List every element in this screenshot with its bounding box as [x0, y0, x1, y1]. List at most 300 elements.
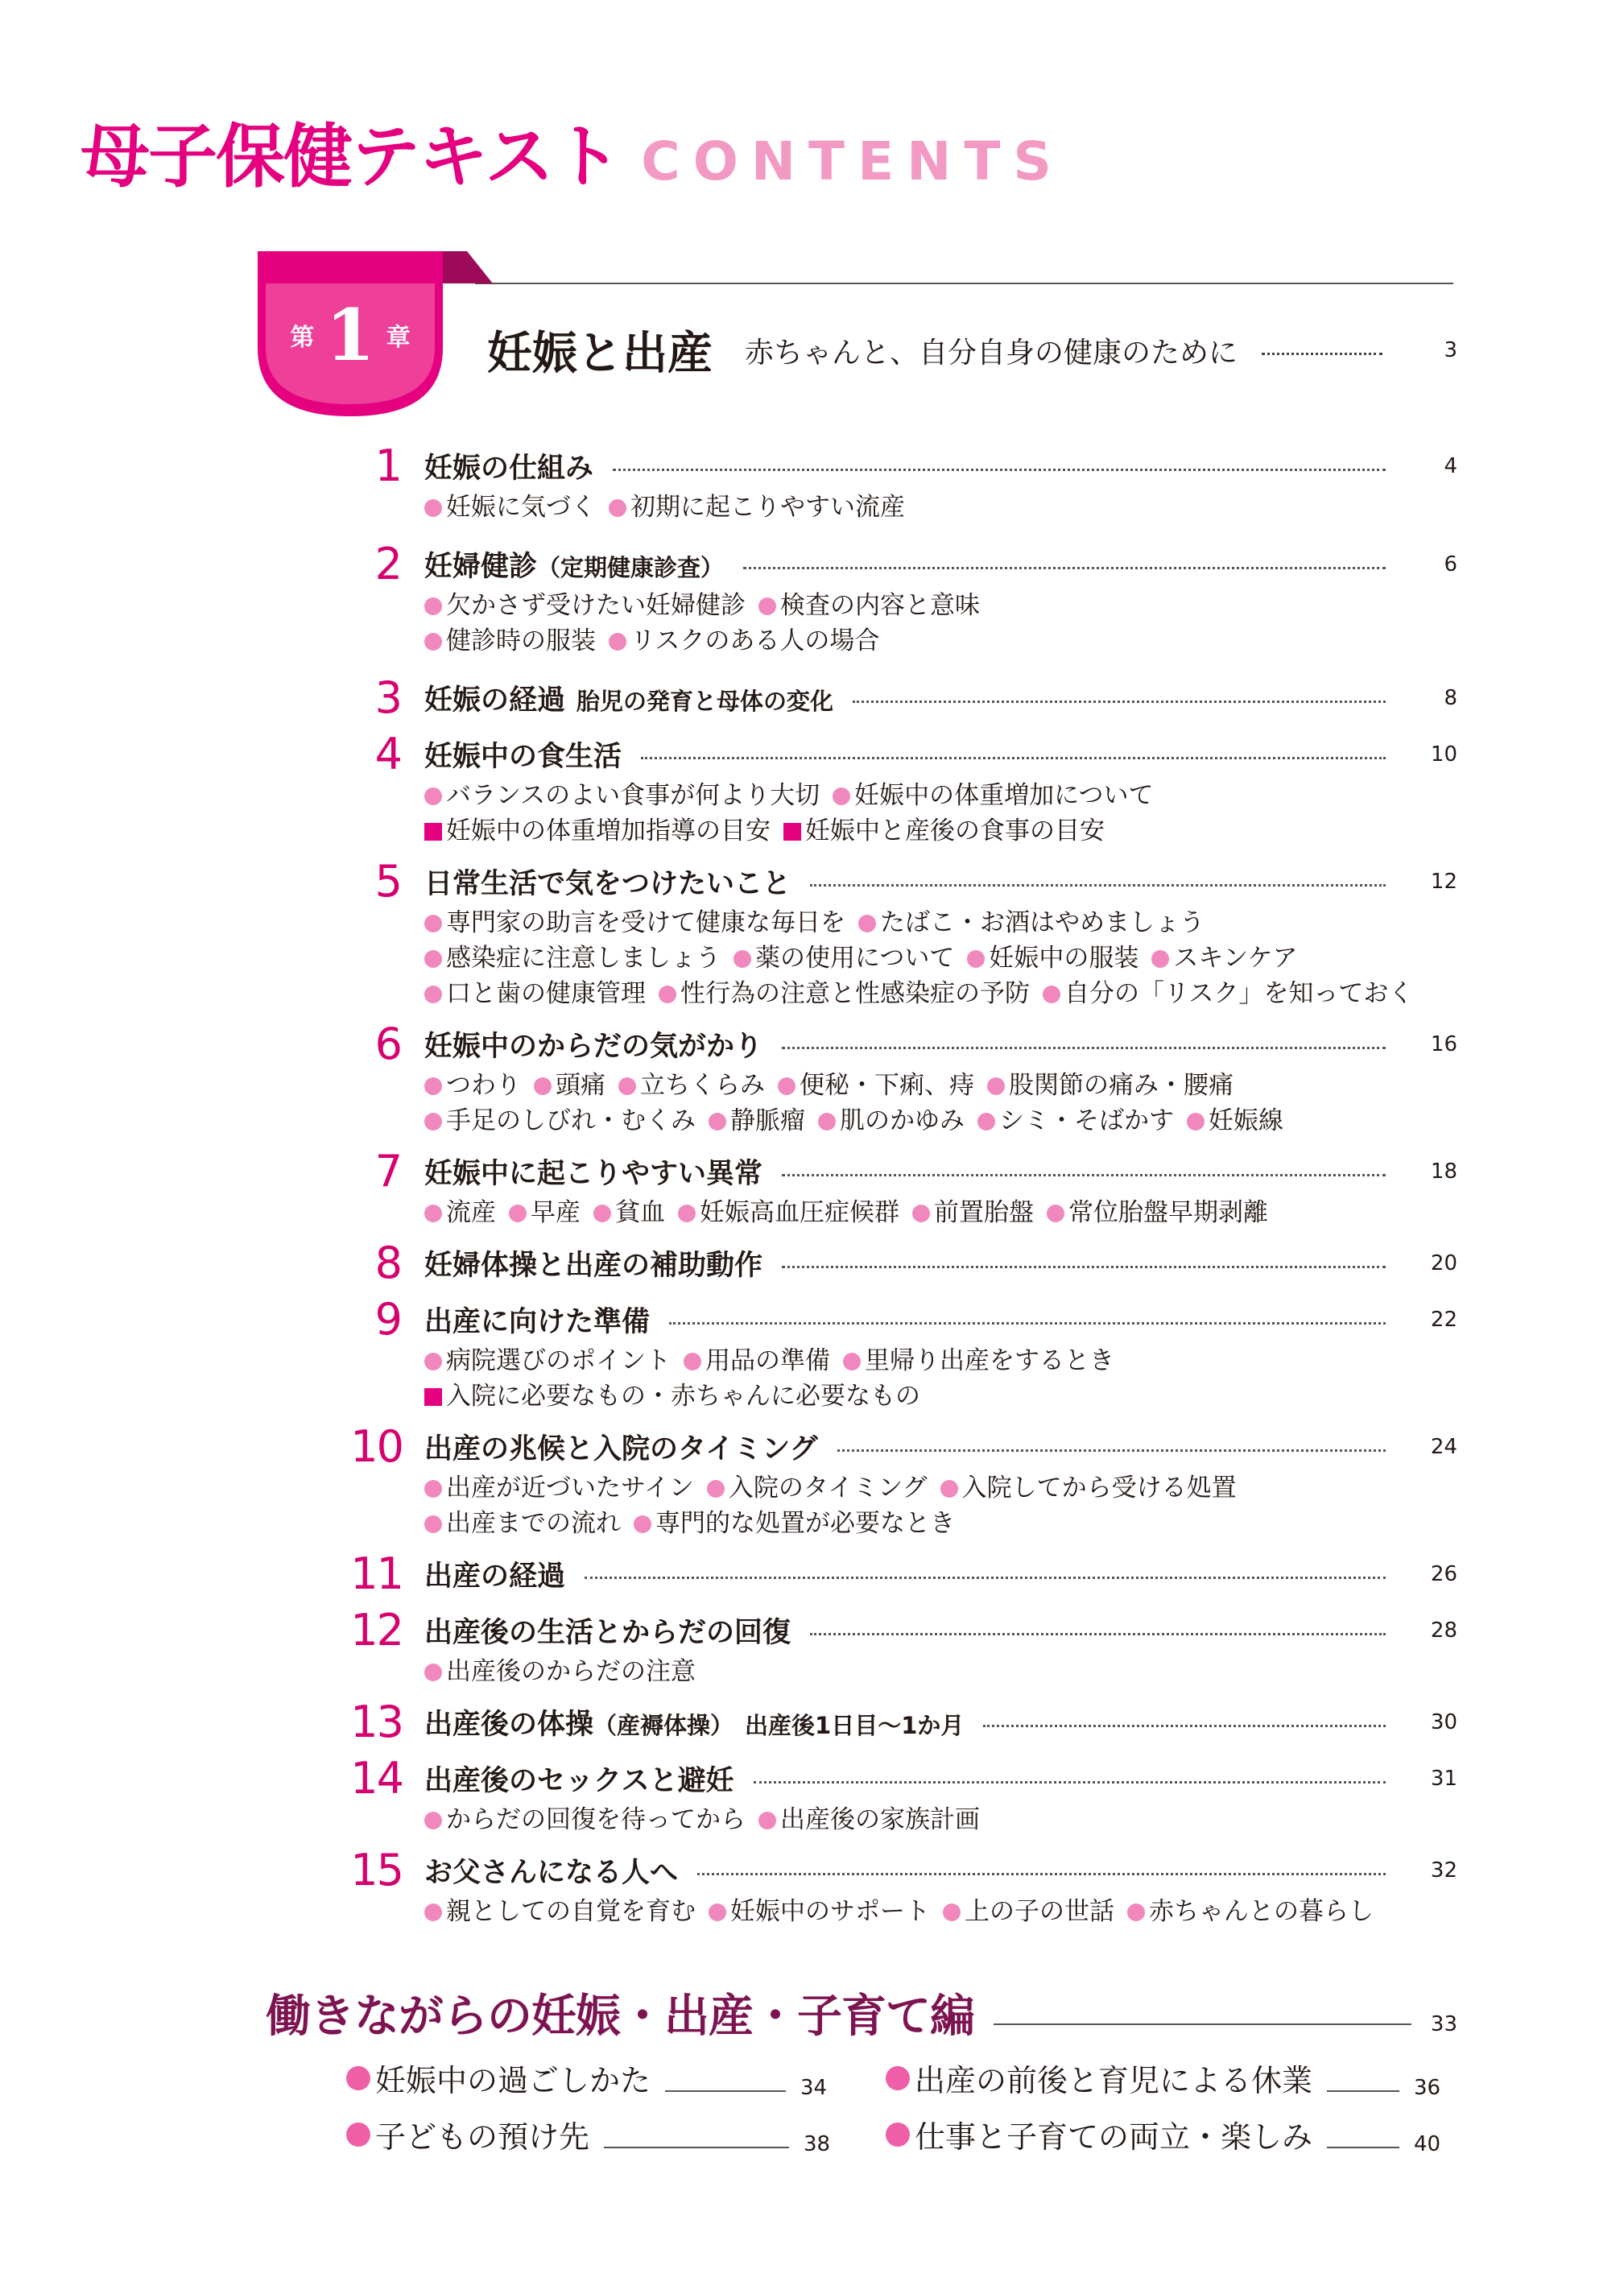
entry-subtopics: [424, 1470, 1457, 1541]
bullet-icon: [684, 1353, 701, 1370]
entry-number: 6: [374, 1019, 403, 1069]
toc-entry: [322, 1148, 1457, 1230]
subtopic-line: [424, 623, 1457, 659]
subtopic-text: 入院のタイミング: [728, 1474, 928, 1503]
entry-title: [424, 862, 791, 902]
entry-subtopics: [424, 490, 1457, 525]
subtopic-item[interactable]: [609, 493, 905, 522]
work-item-label: [346, 2056, 651, 2100]
subtopic-text: 感染症に注意しましょう: [446, 944, 721, 973]
bullet-icon: [733, 950, 751, 968]
subtopic-text: 親としての自覚を育む: [446, 1897, 696, 1926]
chapter-title: 妊娠と出産: [487, 328, 713, 380]
work-item-page: 36: [1414, 2076, 1441, 2100]
bullet-icon: [534, 1077, 552, 1095]
entry-number: 9: [374, 1294, 403, 1345]
subtopic-text: 性行為の注意と性感染症の予防: [680, 979, 1030, 1008]
subtopic-line: [424, 976, 1457, 1011]
subtopic-item[interactable]: [912, 1198, 1034, 1227]
chapter-subtitle: 赤ちゃんと、自分自身の健康のために: [745, 336, 1238, 370]
bullet-icon: [424, 633, 442, 651]
entry-title-text: 出産後の体操: [424, 1709, 594, 1741]
subtopic-item[interactable]: [707, 1474, 928, 1503]
entry-number: 10: [350, 1421, 403, 1472]
subtopic-text: 股関節の痛み・腰痛: [1009, 1071, 1233, 1100]
entry-subtopics: [424, 905, 1457, 1011]
entry-title-paren: （産褥体操）: [593, 1712, 734, 1739]
subtopic-text: 妊娠に気づく: [446, 493, 596, 522]
toc-entry-row[interactable]: [322, 1021, 1457, 1068]
subtopic-item[interactable]: [424, 908, 845, 937]
subtopic-text: 自分の「リスク」を知っておく: [1064, 979, 1414, 1008]
entry-title-text: 出産後の生活とからだの回復: [424, 1617, 791, 1649]
bullet-icon: [833, 787, 850, 805]
subtopic-line: [424, 813, 1457, 849]
toc-entry-row[interactable]: [322, 1607, 1457, 1654]
toc-entry-row[interactable]: [322, 672, 1457, 723]
subtopic-item[interactable]: [424, 1071, 521, 1100]
entry-page-number: 4: [1444, 454, 1457, 478]
subtopic-item[interactable]: [709, 1897, 930, 1926]
subtopic-text: 妊娠中のサポート: [730, 1897, 930, 1926]
subtopic-text: リスクのある人の場合: [630, 626, 880, 655]
entry-title-text: 出産の兆候と入院のタイミング: [424, 1433, 818, 1465]
subtopic-line: [424, 1068, 1457, 1103]
toc-entry-row[interactable]: [322, 1296, 1457, 1343]
work-section-page-number: 33: [1430, 2012, 1457, 2036]
subtopic-item[interactable]: [1151, 944, 1297, 973]
entry-title-text: 出産の経過: [424, 1560, 566, 1593]
entry-title-text: お父さんになる人へ: [424, 1857, 679, 1889]
subtopic-item[interactable]: [967, 944, 1138, 973]
entry-number: 12: [350, 1605, 403, 1655]
subtopic-item[interactable]: [424, 816, 771, 845]
entry-page-number: 28: [1430, 1618, 1457, 1643]
entry-title-text: 妊婦健診: [424, 551, 538, 583]
toc-entry: [322, 672, 1457, 723]
subtopic-line: [424, 1103, 1457, 1139]
bullet-icon: [659, 986, 676, 1003]
work-item-label: [886, 2112, 1312, 2156]
chapter-heading[interactable]: [487, 318, 1457, 382]
chapter-prefix: 第: [290, 324, 315, 352]
toc-entry-row[interactable]: [322, 440, 1457, 491]
subtopic-text: 検査の内容と意味: [780, 591, 980, 620]
work-item[interactable]: [346, 2052, 845, 2100]
page-header: [81, 103, 1064, 197]
subtopic-item[interactable]: [634, 1509, 955, 1538]
subtopic-item[interactable]: [783, 816, 1105, 845]
subtopic-line: [424, 1802, 1457, 1837]
subtopic-text: 赤ちゃんとの暮らし: [1149, 1897, 1374, 1926]
toc-entry-row[interactable]: [322, 1755, 1457, 1802]
subtopic-item[interactable]: [424, 1474, 694, 1503]
subtopic-item[interactable]: [659, 979, 1030, 1008]
subtopic-text: 入院に必要なもの・赤ちゃんに必要なもの: [446, 1382, 920, 1411]
dot-leader: [1262, 353, 1382, 355]
subtopic-item[interactable]: [818, 1106, 965, 1135]
entry-page-number: 6: [1444, 552, 1457, 577]
subtopic-text: 頭痛: [556, 1071, 605, 1100]
bullet-icon: [424, 1113, 442, 1131]
subtopic-text: 里帰り出産をするとき: [865, 1346, 1114, 1375]
toc-entry-row[interactable]: [322, 1240, 1457, 1287]
bullet-icon: [424, 986, 442, 1003]
subtopic-line: [424, 1379, 1457, 1414]
subtopic-text: 専門家の助言を受けて健康な毎日を: [446, 908, 845, 937]
subtopic-item[interactable]: [684, 1346, 830, 1375]
subtopic-line: [424, 1654, 1457, 1689]
toc-entry: [322, 1296, 1457, 1414]
dot-leader: [641, 757, 1386, 759]
subtopic-line: [424, 1506, 1457, 1541]
subtopic-item[interactable]: [1047, 1198, 1268, 1227]
bullet-icon: [987, 1077, 1005, 1095]
bullet-icon: [424, 597, 442, 615]
chapter-badge: [258, 251, 499, 428]
subtopic-text: 欠かさず受けたい妊婦健診: [446, 591, 746, 620]
entry-page-number: 26: [1430, 1562, 1457, 1586]
subtopic-text: 肌のかゆみ: [840, 1106, 965, 1135]
subtopic-item[interactable]: [424, 1198, 496, 1227]
subtopic-item[interactable]: [1043, 979, 1413, 1008]
entry-page-number: 24: [1430, 1435, 1457, 1459]
work-item-page: 34: [800, 2076, 828, 2100]
entry-title-text: 出産後のセックスと避妊: [424, 1765, 734, 1797]
toc-entry: [322, 440, 1457, 525]
dot-leader: [743, 567, 1386, 569]
subtopic-item[interactable]: [609, 626, 879, 655]
bullet-icon: [424, 915, 442, 932]
entry-title-text: 妊婦体操と出産の補助動作: [424, 1250, 763, 1282]
subtopic-text: 出産が近づいたサイン: [446, 1474, 694, 1503]
subtopic-text: 薬の使用について: [755, 944, 955, 973]
entry-subtopics: [424, 1802, 1457, 1837]
subtopic-item[interactable]: [758, 591, 980, 620]
subtopic-line: [424, 940, 1457, 976]
subtopic-line: [424, 1894, 1457, 1929]
work-item-text: 妊娠中の過ごしかた: [375, 2063, 651, 2098]
bullet-icon: [1151, 950, 1169, 968]
entry-title: [424, 1759, 734, 1799]
square-bullet-icon: [424, 823, 442, 841]
contents-label: CONTENTS: [641, 130, 1064, 192]
subtopic-item[interactable]: [424, 493, 596, 522]
bullet-icon: [707, 1480, 725, 1498]
subtopic-item[interactable]: [424, 1897, 696, 1926]
subtopic-item[interactable]: [424, 1509, 621, 1538]
subtopic-line: [424, 1195, 1457, 1230]
subtopic-text: 妊娠中の体重増加について: [854, 781, 1154, 810]
bullet-icon: [609, 499, 626, 517]
work-section-title: 働きながらの妊娠・出産・子育て編: [266, 1990, 974, 2043]
subtopic-text: 妊娠中の体重増加指導の目安: [446, 816, 771, 845]
dot-leader: [837, 1449, 1386, 1452]
work-section-heading[interactable]: [266, 1981, 1457, 2045]
subtopic-text: 立ちくらみ: [640, 1071, 765, 1100]
bullet-icon: [858, 915, 876, 932]
subtopic-item[interactable]: [858, 908, 1205, 937]
subtopic-item[interactable]: [943, 1897, 1114, 1926]
subtopic-item[interactable]: [424, 591, 746, 620]
entry-title: [424, 1300, 650, 1340]
bullet-icon: [1187, 1113, 1205, 1131]
bullet-icon: [678, 1205, 696, 1222]
work-item-text: 子どもの預け先: [375, 2119, 590, 2155]
entry-title: [424, 1554, 565, 1594]
subtopic-item[interactable]: [977, 1106, 1174, 1135]
entry-title: [424, 1151, 762, 1192]
bullet-icon: [593, 1205, 611, 1222]
entry-page-number: 22: [1430, 1308, 1457, 1332]
bullet-icon: [912, 1205, 930, 1222]
entry-title: [424, 678, 833, 718]
subtopic-text: 出産後のからだの注意: [446, 1657, 696, 1686]
chapter-suffix: 章: [386, 324, 411, 352]
subtopic-item[interactable]: [424, 1657, 696, 1686]
subtopic-text: 妊娠高血圧症候群: [700, 1198, 899, 1227]
subtopic-item[interactable]: [940, 1474, 1237, 1503]
entry-subtopics: [424, 1068, 1457, 1139]
bullet-icon: [818, 1113, 836, 1131]
bullet-icon: [940, 1480, 958, 1498]
dot-leader: [853, 701, 1386, 703]
bullet-icon: [758, 1812, 776, 1829]
bullet-icon: [758, 597, 776, 615]
work-item-rule: [1327, 2147, 1399, 2148]
square-bullet-icon: [424, 1388, 442, 1406]
subtopic-text: 早産: [531, 1198, 581, 1227]
subtopic-text: たばこ・お酒はやめましょう: [880, 908, 1205, 937]
entry-number: 2: [374, 539, 403, 589]
bullet-icon: [424, 1812, 442, 1829]
subtopic-text: バランスのよい食事が何より大切: [446, 781, 820, 810]
work-item-page: 38: [804, 2132, 831, 2156]
subtopic-item[interactable]: [593, 1198, 665, 1227]
toc-entry: [322, 1847, 1457, 1929]
entry-title: [424, 1610, 791, 1651]
work-section-rule: [994, 2023, 1411, 2025]
toc-entry: [322, 731, 1457, 849]
entry-title-sub: 出産後1日目〜1か月: [745, 1712, 965, 1739]
toc-entry-row[interactable]: [322, 731, 1457, 778]
subtopic-text: 貧血: [615, 1198, 665, 1227]
subtopic-text: 出産までの流れ: [446, 1509, 621, 1538]
bullet-icon: [977, 1113, 995, 1131]
toc-entry-row[interactable]: [322, 1148, 1457, 1195]
toc-entry-row[interactable]: [322, 1847, 1457, 1894]
subtopic-text: スキンケア: [1173, 944, 1298, 973]
bullet-icon: [424, 1480, 442, 1498]
bullet-icon: [424, 1904, 442, 1921]
work-item-text: 仕事と子育ての両立・楽しみ: [915, 2119, 1313, 2155]
subtopic-item[interactable]: [509, 1198, 581, 1227]
bullet-icon: [634, 1515, 651, 1533]
bullet-icon: [346, 2066, 370, 2090]
entry-number: 14: [350, 1753, 403, 1804]
work-item-label: [346, 2112, 589, 2156]
toc-entry: [322, 1240, 1457, 1287]
entry-title: [424, 1024, 762, 1064]
subtopic-text: 健診時の服装: [446, 626, 596, 655]
subtopic-item[interactable]: [424, 1805, 746, 1834]
toc-entry-row[interactable]: [322, 1421, 1457, 1472]
subtopic-item[interactable]: [833, 781, 1153, 810]
entry-subtopics: [424, 1343, 1457, 1414]
work-item-page: 40: [1414, 2132, 1441, 2156]
subtopic-item[interactable]: [424, 1382, 920, 1411]
subtopic-item[interactable]: [424, 944, 721, 973]
entry-number: 3: [374, 672, 403, 723]
toc-entry: [322, 858, 1457, 1011]
subtopic-item[interactable]: [424, 626, 596, 655]
subtopic-item[interactable]: [758, 1805, 980, 1834]
entry-title-text: 妊娠中に起こりやすい異常: [424, 1158, 763, 1190]
bullet-icon: [1047, 1205, 1064, 1222]
toc-entry-row[interactable]: [322, 541, 1457, 588]
subtopic-item[interactable]: [733, 944, 954, 973]
entry-number: 8: [374, 1238, 403, 1288]
subtopic-item[interactable]: [424, 979, 646, 1008]
entry-subtopics: [424, 588, 1457, 659]
toc-entry: [322, 1607, 1457, 1689]
bullet-icon: [886, 2123, 910, 2147]
entry-page-number: 16: [1430, 1032, 1457, 1056]
subtopic-line: [424, 490, 1457, 525]
bullet-icon: [424, 1515, 442, 1533]
subtopic-item[interactable]: [987, 1071, 1233, 1100]
page-title: 母子保健テキスト: [81, 117, 621, 197]
bullet-icon: [709, 1904, 726, 1921]
subtopic-item[interactable]: [534, 1071, 605, 1100]
entry-title-sub: 胎児の発育と母体の変化: [576, 688, 834, 715]
dot-leader: [613, 469, 1386, 471]
toc-entry: [322, 1699, 1457, 1746]
bullet-icon: [424, 499, 442, 517]
dot-leader: [754, 1781, 1386, 1784]
subtopic-item[interactable]: [778, 1071, 974, 1100]
entry-page-number: 32: [1430, 1858, 1457, 1883]
chapter-number: 1: [325, 293, 375, 377]
dot-leader: [810, 884, 1386, 887]
dot-leader: [810, 1633, 1386, 1635]
entry-page-number: 31: [1430, 1767, 1457, 1791]
entry-number: 13: [350, 1697, 403, 1747]
subtopic-item[interactable]: [424, 1346, 671, 1375]
entry-number: 7: [374, 1146, 403, 1197]
entry-title: [424, 734, 622, 775]
entry-title-text: 妊娠の経過: [424, 684, 566, 717]
bullet-icon: [424, 950, 442, 968]
entry-number: 4: [374, 729, 403, 779]
subtopic-line: [424, 778, 1457, 813]
bullet-icon: [346, 2123, 370, 2147]
subtopic-item[interactable]: [1127, 1897, 1374, 1926]
dot-leader: [782, 1174, 1386, 1176]
square-bullet-icon: [783, 823, 801, 841]
subtopic-text: 妊娠中と産後の食事の目安: [805, 816, 1105, 845]
entry-page-number: 10: [1430, 742, 1457, 767]
subtopic-item[interactable]: [424, 781, 820, 810]
toc-entry-row[interactable]: [322, 1699, 1457, 1746]
entry-title: [424, 544, 724, 585]
subtopic-item[interactable]: [1187, 1106, 1283, 1135]
subtopic-item[interactable]: [678, 1198, 899, 1227]
toc-entry: [322, 1021, 1457, 1139]
subtopic-text: 手足のしびれ・むくみ: [446, 1106, 696, 1135]
entry-number: 11: [350, 1548, 403, 1599]
chapter-page-number: 3: [1444, 338, 1457, 362]
entry-page-number: 20: [1430, 1251, 1457, 1275]
subtopic-item[interactable]: [843, 1346, 1114, 1375]
work-item[interactable]: [886, 2052, 1457, 2100]
entry-number: 15: [350, 1845, 403, 1895]
entry-title-text: 妊娠の仕組み: [424, 453, 594, 485]
entry-subtopics: [424, 1654, 1457, 1689]
subtopic-item[interactable]: [618, 1071, 765, 1100]
dot-leader: [782, 1266, 1386, 1268]
bullet-icon: [1043, 986, 1060, 1003]
bullet-icon: [424, 1077, 442, 1095]
subtopic-item[interactable]: [709, 1106, 805, 1135]
entry-title: [424, 1427, 818, 1467]
bullet-icon: [424, 787, 442, 805]
subtopic-item[interactable]: [424, 1106, 696, 1135]
entry-title-text: 妊娠中の食生活: [424, 741, 622, 773]
work-item[interactable]: [346, 2108, 845, 2156]
bullet-icon: [424, 1664, 442, 1681]
subtopic-text: 妊娠線: [1209, 1106, 1283, 1135]
subtopic-text: つわり: [446, 1071, 521, 1100]
dot-leader: [782, 1047, 1386, 1049]
entry-title: [424, 1702, 964, 1742]
bullet-icon: [886, 2066, 910, 2090]
subtopic-text: 上の子の世話: [965, 1897, 1114, 1926]
work-item-rule: [604, 2147, 789, 2148]
entry-title-text: 日常生活で気をつけたいこと: [424, 868, 791, 900]
toc-entry-row[interactable]: [322, 1548, 1457, 1599]
bullet-icon: [843, 1353, 861, 1370]
subtopic-line: [424, 1343, 1457, 1379]
subtopic-text: 常位胎盤早期剥離: [1068, 1198, 1268, 1227]
bullet-icon: [509, 1205, 527, 1222]
subtopic-line: [424, 1470, 1457, 1506]
entry-title-text: 出産に向けた準備: [424, 1306, 651, 1338]
dot-leader: [697, 1873, 1386, 1875]
subtopic-text: 病院選びのポイント: [446, 1346, 671, 1375]
bullet-icon: [424, 1205, 442, 1222]
subtopic-text: シミ・そばかす: [999, 1106, 1174, 1135]
toc-entry: [322, 1548, 1457, 1599]
subtopic-text: 流産: [446, 1198, 496, 1227]
bullet-icon: [943, 1904, 961, 1921]
subtopic-text: 妊娠中の服装: [989, 944, 1139, 973]
toc-entry-row[interactable]: [322, 858, 1457, 905]
dot-leader: [585, 1577, 1386, 1579]
dot-leader: [983, 1725, 1386, 1727]
toc-entry: [322, 1421, 1457, 1541]
subtopic-text: 前置胎盤: [934, 1198, 1034, 1227]
bullet-icon: [778, 1077, 795, 1095]
subtopic-text: 出産後の家族計画: [780, 1805, 980, 1834]
work-item-rule: [1327, 2090, 1399, 2092]
bullet-icon: [424, 1353, 442, 1370]
subtopic-text: 専門的な処置が必要なとき: [655, 1509, 955, 1538]
entry-number: 1: [374, 440, 403, 491]
work-item[interactable]: [886, 2108, 1457, 2156]
table-of-contents: [322, 440, 1457, 1929]
subtopic-line: [424, 588, 1457, 623]
